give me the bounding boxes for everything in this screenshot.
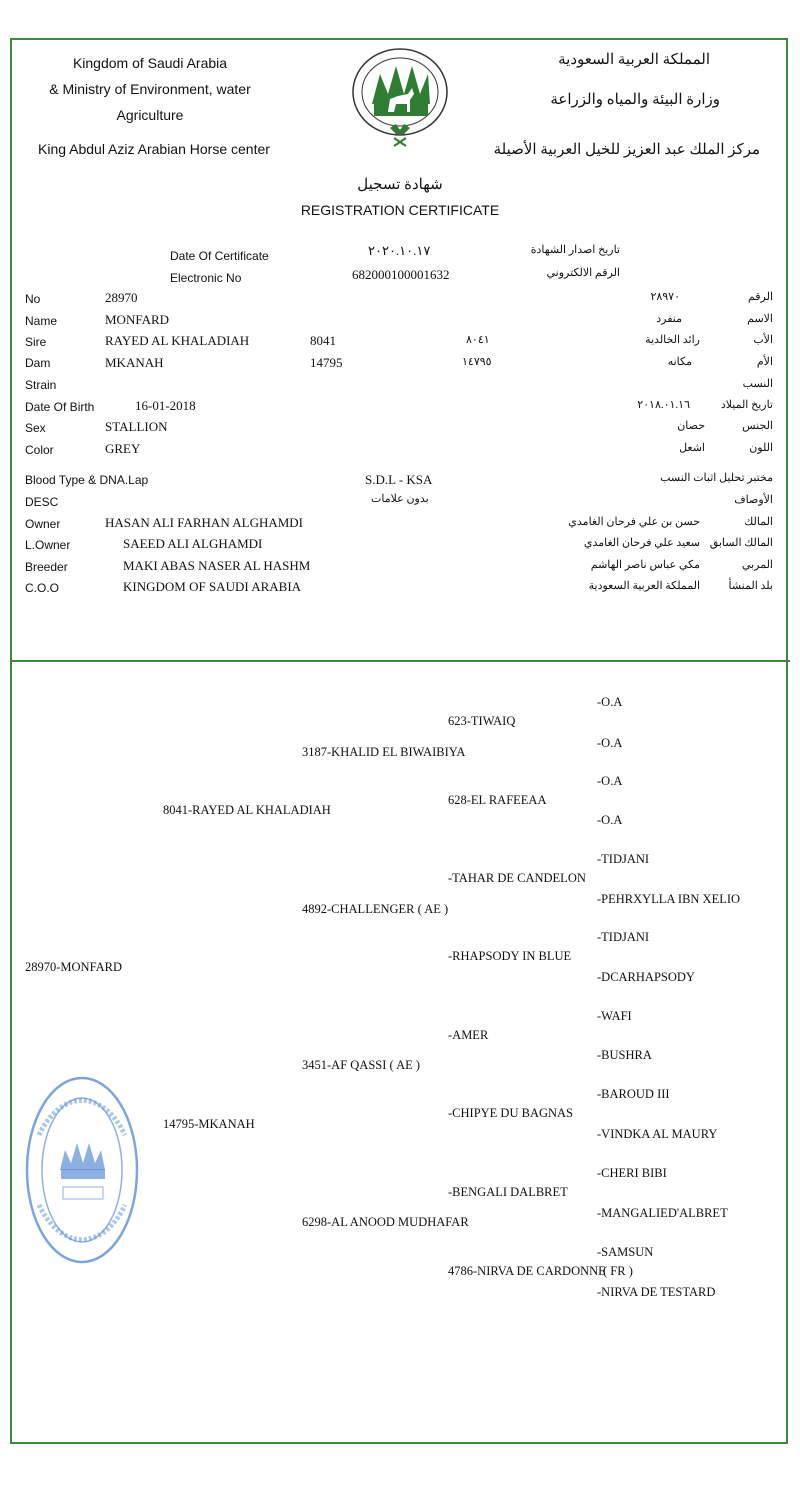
lowner-label-ar: المالك السابق — [709, 537, 773, 549]
pedigree-g4-16: -NIRVA DE TESTARD — [597, 1285, 716, 1299]
coo-label: C.O.O — [25, 581, 60, 595]
strain-label-ar: النسب — [742, 378, 773, 390]
owner-value-ar: حسن بن علي فرحان الغامدي — [568, 516, 700, 528]
pedigree-dam-dam: 6298-AL ANOOD MUDHAFAR — [302, 1215, 469, 1229]
lowner-value-ar: سعيد علي فرحان الغامدي — [583, 537, 700, 549]
official-stamp — [25, 1075, 140, 1265]
pedigree-g4-9: -WAFI — [597, 1009, 632, 1023]
header-en-center: King Abdul Aziz Arabian Horse center — [38, 141, 270, 157]
breeder-value-ar: مكي عباس ناصر الهاشم — [590, 559, 700, 571]
date-of-certificate-label: Date Of Certificate — [170, 249, 269, 263]
sex-value: STALLION — [105, 419, 168, 434]
owner-value: HASAN ALI FARHAN ALGHAMDI — [105, 515, 304, 530]
sire-number-ar: ٨٠٤١ — [466, 334, 490, 346]
pedigree-dam: 14795-MKANAH — [163, 1117, 255, 1131]
pedigree-horse: 28970-MONFARD — [25, 960, 122, 974]
pedigree-sire-dam: 4892-CHALLENGER ( AE ) — [302, 902, 449, 916]
no-label: No — [25, 292, 41, 306]
pedigree-g4-4: -O.A — [597, 813, 623, 827]
pedigree-g3-3: -TAHAR DE CANDELON — [448, 871, 586, 885]
breeder-label-ar: المربي — [741, 559, 773, 571]
header-en-line3: Agriculture — [116, 107, 184, 123]
pedigree-g4-12: -VINDKA AL MAURY — [597, 1127, 718, 1141]
pedigree-g3-4: -RHAPSODY IN BLUE — [448, 949, 572, 963]
date-of-certificate-label-ar: تاريخ اصدار الشهادة — [530, 244, 620, 256]
dam-number: 14795 — [310, 355, 343, 370]
owner-label-ar: المالك — [744, 516, 773, 528]
pedigree-g4-15: -SAMSUN — [597, 1245, 654, 1259]
dam-label-ar: الأم — [756, 356, 773, 368]
no-value-ar: ٢٨٩٧٠ — [650, 291, 680, 303]
desc-value-ar: بدون علامات — [371, 493, 429, 505]
electronic-no-label-ar: الرقم الالكتروني — [546, 267, 620, 279]
coo-value-ar: المملكة العربية السعودية — [588, 580, 700, 592]
ministry-logo — [350, 44, 450, 154]
pedigree-fr-note: ( FR ) — [603, 1264, 633, 1278]
title-ar: شهادة تسجيل — [357, 177, 443, 193]
breeder-label: Breeder — [25, 560, 68, 574]
name-label-ar: الاسم — [747, 313, 773, 325]
color-label-ar: اللون — [749, 442, 773, 454]
breeder-value: MAKI ABAS NASER AL HASHM — [123, 558, 311, 573]
header-en-block — [40, 50, 260, 128]
pedigree-g3-1: 623-TIWAIQ — [448, 714, 516, 728]
dam-value-ar: مكانه — [667, 356, 692, 368]
color-value-ar: اشعل — [679, 442, 705, 454]
pedigree-g4-14: -MANGALIED'ALBRET — [597, 1206, 728, 1220]
pedigree-dam-sire: 3451-AF QASSI ( AE ) — [302, 1058, 421, 1072]
pedigree-g4-10: -BUSHRA — [597, 1048, 652, 1062]
sex-value-ar: حصان — [677, 420, 705, 432]
header-en-line1: Kingdom of Saudi Arabia — [72, 55, 228, 71]
electronic-no-value: 682000100001632 — [352, 267, 450, 282]
name-value: MONFARD — [105, 312, 170, 327]
pedigree-g4-13: -CHERI BIBI — [597, 1166, 667, 1180]
pedigree-g4-1: -O.A — [597, 695, 623, 709]
pedigree-g3-5: -AMER — [448, 1028, 489, 1042]
pedigree-g4-6: -PEHRXYLLA IBN XELIO — [597, 892, 741, 906]
electronic-no-label: Electronic No — [170, 271, 242, 285]
strain-label: Strain — [25, 378, 57, 392]
blood-type-label: Blood Type & DNA.Lap — [25, 473, 149, 487]
blood-type-label-ar: مختبر تحليل اثبات النسب — [660, 472, 773, 484]
sex-label-ar: الجنس — [742, 420, 773, 432]
header-en-line2: & Ministry of Environment, water — [49, 81, 251, 97]
sire-value: RAYED AL KHALADIAH — [105, 333, 250, 348]
desc-label-ar: الأوصاف — [734, 494, 773, 506]
color-label: Color — [25, 443, 54, 457]
desc-label: DESC — [25, 495, 59, 509]
pedigree-g4-11: -BAROUD III — [597, 1087, 670, 1101]
lowner-label: L.Owner — [25, 538, 71, 552]
dam-value: MKANAH — [105, 355, 164, 370]
dam-number-ar: ١٤٧٩٥ — [462, 356, 492, 368]
blood-type-value: S.D.L - KSA — [365, 472, 433, 487]
pedigree-g3-2: 628-EL RAFEEAA — [448, 793, 547, 807]
no-label-ar: الرقم — [747, 291, 773, 303]
sire-label-ar: الأب — [753, 334, 773, 346]
coo-value: KINGDOM OF SAUDI ARABIA — [123, 579, 302, 594]
dob-label-ar: تاريخ الميلاد — [720, 399, 773, 411]
pedigree-g3-6: -CHIPYE DU BAGNAS — [448, 1106, 574, 1120]
no-value: 28970 — [105, 290, 138, 305]
pedigree-sire: 8041-RAYED AL KHALADIAH — [163, 803, 331, 817]
pedigree-g4-3: -O.A — [597, 774, 623, 788]
pedigree-g4-7: -TIDJANI — [597, 930, 650, 944]
dob-label: Date Of Birth — [25, 400, 95, 414]
sire-number: 8041 — [310, 333, 336, 348]
pedigree-g3-7: -BENGALI DALBRET — [448, 1185, 568, 1199]
dob-value-ar: ٢٠١٨.٠١.١٦ — [637, 399, 690, 411]
name-label: Name — [25, 314, 58, 328]
date-of-certificate-value: ٢٠٢٠.١٠.١٧ — [368, 243, 431, 258]
pedigree-g3-8: 4786-NIRVA DE CARDONNE — [448, 1264, 606, 1278]
sire-value-ar: رائد الخالدية — [645, 334, 700, 346]
pedigree-g4-2: -O.A — [597, 736, 623, 750]
header-ar-line1: المملكة العربية السعودية — [558, 52, 710, 68]
header-ar-line2: وزارة البيئة والمياه والزراعة — [550, 92, 720, 108]
pedigree-g4-5: -TIDJANI — [597, 852, 650, 866]
sire-label: Sire — [25, 335, 47, 349]
name-value-ar: منفرد — [656, 313, 682, 325]
owner-label: Owner — [25, 517, 61, 531]
color-value: GREY — [105, 441, 141, 456]
coo-label-ar: بلد المنشأ — [728, 580, 773, 592]
title-en: REGISTRATION CERTIFICATE — [300, 202, 500, 218]
header-ar-center: مركز الملك عبد العزيز للخيل العربية الأصيلة — [493, 142, 760, 158]
dob-value: 16-01-2018 — [135, 398, 196, 413]
dam-label: Dam — [25, 356, 51, 370]
sex-label: Sex — [25, 421, 46, 435]
pedigree-g4-8: -DCARHAPSODY — [597, 970, 695, 984]
pedigree-sire-sire: 3187-KHALID EL BIWAIBIYA — [302, 745, 466, 759]
section-divider — [10, 660, 790, 662]
lowner-value: SAEED ALI ALGHAMDI — [123, 536, 263, 551]
